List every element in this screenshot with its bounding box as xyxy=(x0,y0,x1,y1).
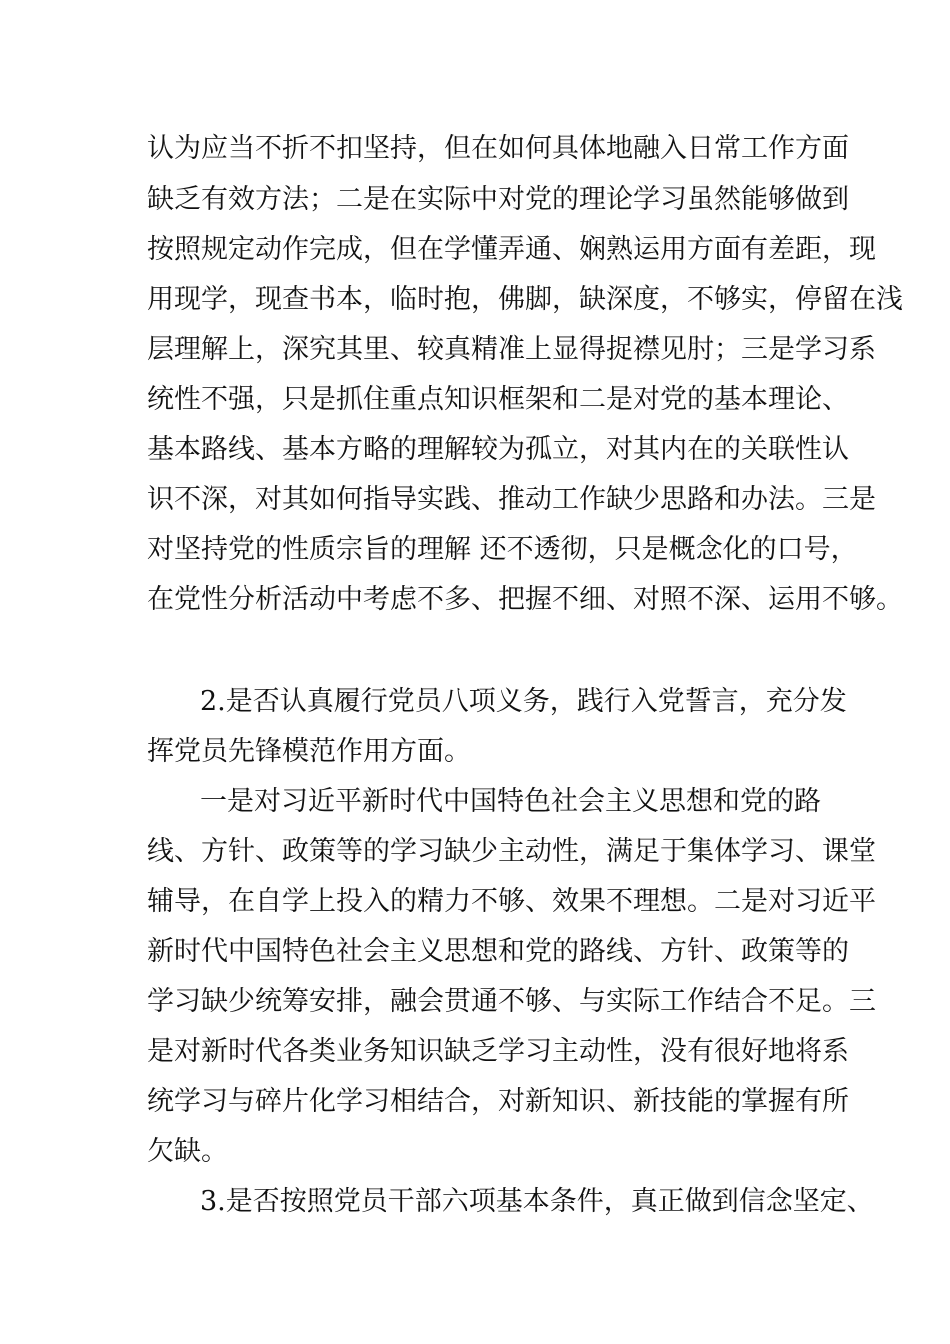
paragraph-2-line-8: 欠缺。 xyxy=(147,1136,228,1167)
paragraph-2-line-4: 新时代中国特色社会主义思想和党的路线、方针、政策等的 xyxy=(147,936,849,967)
paragraph-1-line-9: 对坚持党的性质宗旨的理解 还不透彻，只是概念化的口号， xyxy=(147,534,858,565)
paragraph-2-line-7: 统学习与碎片化学习相结合，对新知识、新技能的掌握有所 xyxy=(147,1086,849,1117)
paragraph-1-line-3: 按照规定动作完成，但在学懂弄通、娴熟运用方面有差距，现 xyxy=(147,234,876,265)
paragraph-2-line-6: 是对新时代各类业务知识缺乏学习主动性，没有很好地将系 xyxy=(147,1036,849,1067)
heading-2-line-1: 2.是否认真履行党员八项义务，践行入党誓言，充分发 xyxy=(200,686,847,717)
paragraph-1-line-8: 识不深，对其如何指导实践、推动工作缺少思路和办法。三是 xyxy=(147,484,876,515)
paragraph-2-line-2: 线、方针、政策等的学习缺少主动性，满足于集体学习、课堂 xyxy=(147,836,876,867)
paragraph-1-line-10: 在党性分析活动中考虑不多、把握不细、对照不深、运用不够。 xyxy=(147,584,903,615)
paragraph-1-line-5: 层理解上，深究其里、较真精准上显得捉襟见肘；三是学习系 xyxy=(147,334,876,365)
paragraph-1-line-1: 认为应当不折不扣坚持，但在如何具体地融入日常工作方面 xyxy=(147,133,849,164)
paragraph-1-line-7: 基本路线、基本方略的理解较为孤立，对其内在的关联性认 xyxy=(147,434,849,465)
heading-3-line-1: 3.是否按照党员干部六项基本条件，真正做到信念坚定、 xyxy=(200,1186,874,1217)
paragraph-2-line-3: 辅导，在自学上投入的精力不够、效果不理想。二是对习近平 xyxy=(147,886,876,917)
paragraph-1-line-6: 统性不强，只是抓住重点知识框架和二是对党的基本理论、 xyxy=(147,384,849,415)
paragraph-1-line-2: 缺乏有效方法；二是在实际中对党的理论学习虽然能够做到 xyxy=(147,184,849,215)
paragraph-1-line-4: 用现学，现查书本，临时抱，佛脚，缺深度，不够实，停留在浅 xyxy=(147,284,903,315)
paragraph-2-line-1: 一是对习近平新时代中国特色社会主义思想和党的路 xyxy=(200,786,821,817)
paragraph-2-line-5: 学习缺少统筹安排，融会贯通不够、与实际工作结合不足。三 xyxy=(147,986,876,1017)
heading-2-line-2: 挥党员先锋模范作用方面。 xyxy=(147,736,471,767)
